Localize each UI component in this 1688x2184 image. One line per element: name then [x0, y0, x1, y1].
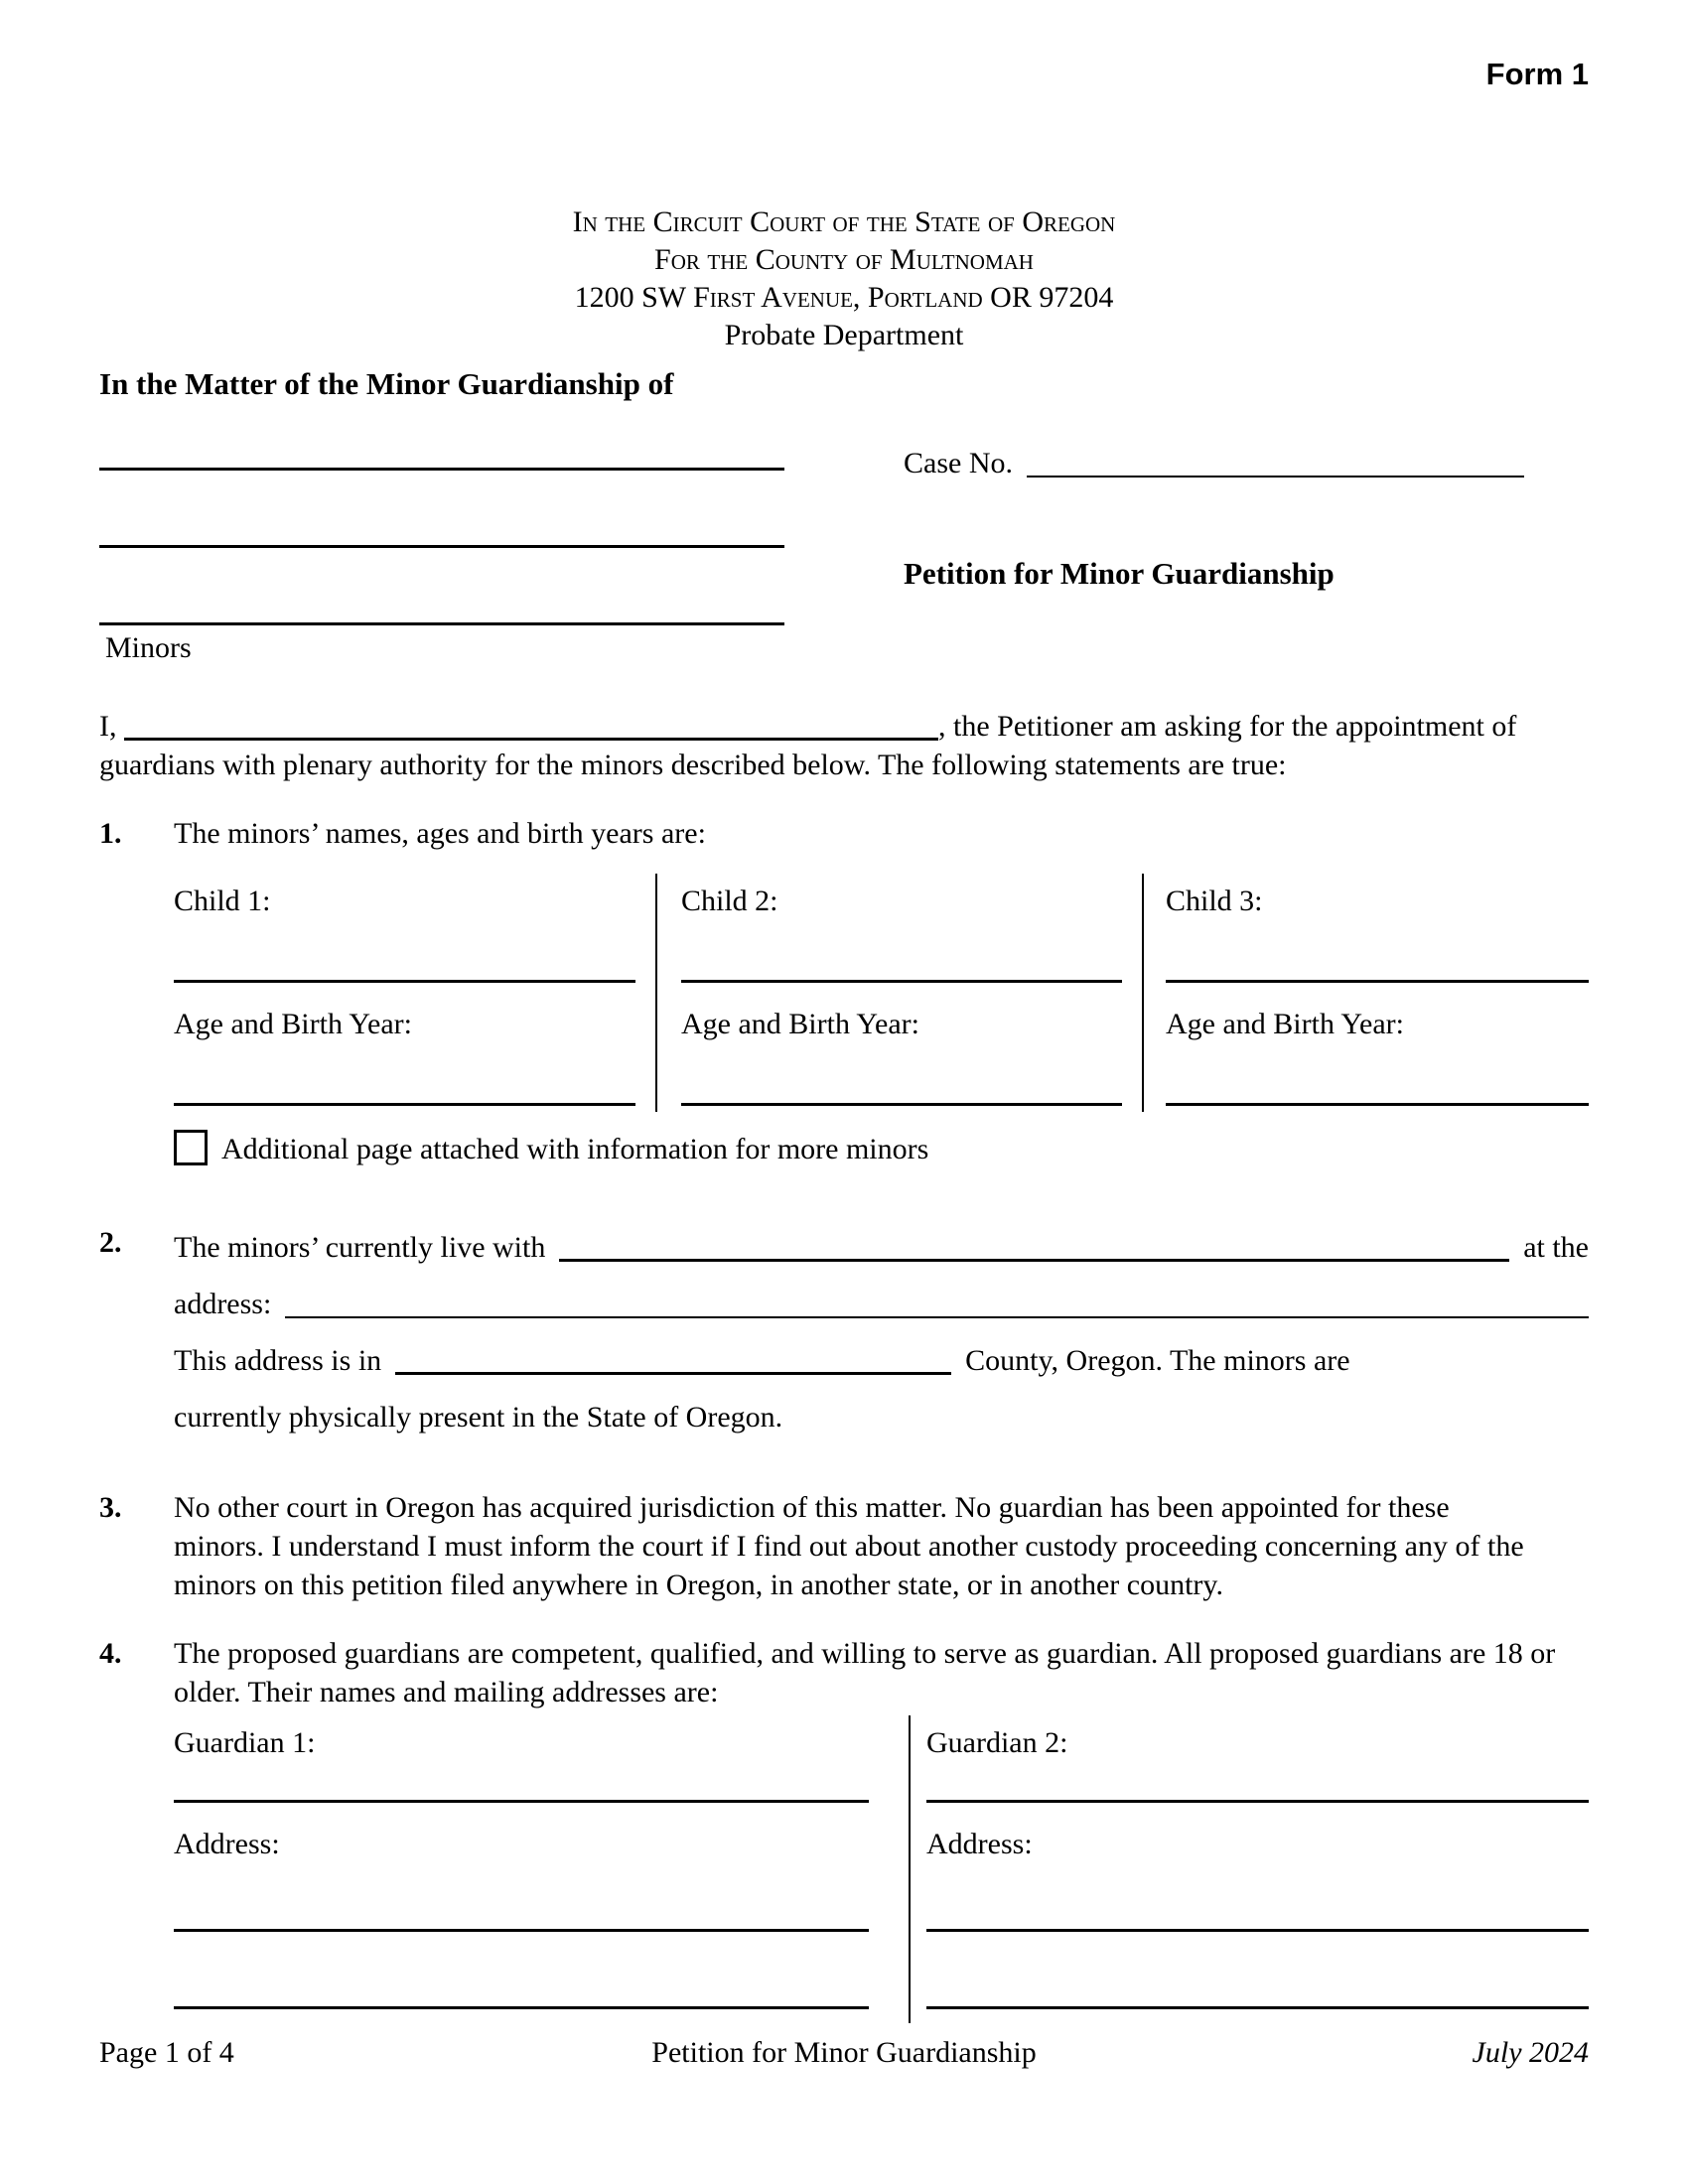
minor-name-field-1[interactable] — [99, 468, 784, 471]
case-caption — [99, 404, 1589, 667]
item-2-number: 2. — [99, 1226, 122, 1259]
guardian-2-label: Guardian 2: — [926, 1726, 1068, 1759]
child-1-age-field[interactable] — [174, 1103, 635, 1106]
case-number-field[interactable] — [1027, 476, 1524, 478]
child-3-name-field[interactable] — [1166, 980, 1589, 983]
guardian-1-name-field[interactable] — [174, 1800, 869, 1803]
county-prefix: This address is in — [174, 1344, 382, 1377]
caption-minors-column — [99, 404, 784, 667]
additional-page-row — [174, 1130, 1589, 1168]
child-3-column — [1142, 874, 1589, 1112]
child-3-label: Child 3: — [1166, 885, 1263, 917]
page-footer — [99, 2033, 1589, 2072]
court-address-line: 1200 SW First Avenue, Portland OR 97204 — [574, 281, 1114, 314]
guardian-1-address-field-2[interactable] — [174, 2006, 869, 2009]
address-field[interactable] — [285, 1316, 1589, 1318]
case-number-label: Case No. — [904, 447, 1013, 479]
child-2-column — [655, 874, 1142, 1112]
child-1-name-field[interactable] — [174, 980, 635, 983]
guardian-2-address-field-1[interactable] — [926, 1929, 1589, 1932]
guardians-table — [174, 1715, 1589, 2023]
county-suffix: County, Oregon. The minors are — [965, 1344, 1350, 1377]
item-1 — [99, 814, 1589, 853]
footer-date: July 2024 — [1472, 2036, 1590, 2069]
court-county-line: For the County of Multnomah — [654, 243, 1034, 276]
intro-paragraph — [99, 707, 1559, 784]
item-3 — [99, 1488, 1589, 1604]
minor-name-field-3[interactable] — [99, 622, 784, 625]
item-4-number: 4. — [99, 1637, 122, 1670]
item-2-body — [174, 1223, 1589, 1436]
child-2-label: Child 2: — [681, 885, 778, 917]
presence-text: currently physically present in the State of Oregon. — [174, 1401, 783, 1433]
child-2-age-field[interactable] — [681, 1103, 1122, 1106]
guardian-1-address-field-1[interactable] — [174, 1929, 869, 1932]
address-label: address: — [174, 1288, 272, 1320]
county-field[interactable] — [395, 1372, 951, 1375]
child-3-age-label: Age and Birth Year: — [1166, 1008, 1404, 1040]
court-header — [99, 204, 1589, 354]
intro-prefix: I, — [99, 710, 117, 743]
item-3-number: 3. — [99, 1491, 122, 1524]
child-2-name-field[interactable] — [681, 980, 1122, 983]
item-1-text: The minors’ names, ages and birth years are: — [174, 817, 706, 850]
guardian-1-address-label: Address: — [174, 1828, 280, 1860]
guardian-1-label: Guardian 1: — [174, 1726, 316, 1759]
presence-line — [174, 1393, 1589, 1436]
item-1-number: 1. — [99, 817, 122, 850]
address-line — [174, 1280, 1589, 1323]
caption-case-column — [784, 404, 1589, 667]
footer-document-title: Petition for Minor Guardianship — [651, 2036, 1037, 2069]
guardian-1-column — [174, 1715, 909, 2023]
item-3-text: No other court in Oregon has acquired jurisdiction of this matter. No guardian has been appointed for these minors. I understand I must inform the court if I find out about another custody proceeding concerning any of the minors on this petition filed anywhere in Oregon, in another state, or in another country. — [174, 1491, 1524, 1601]
live-with-suffix: at the — [1523, 1231, 1589, 1264]
guardian-2-name-field[interactable] — [926, 1800, 1589, 1803]
additional-page-label: Additional page attached with information for more minors — [221, 1133, 929, 1165]
item-2 — [99, 1223, 1589, 1436]
intro-text: , the Petitioner am asking for the appointment of guardians with plenary authority for the minors described below. The following statements are true: — [99, 710, 1517, 781]
petitioner-name-field[interactable] — [124, 738, 938, 741]
guardian-2-column — [909, 1715, 1589, 2023]
item-4-text: The proposed guardians are competent, qualified, and willing to serve as guardian. All proposed guardians are 18 or older. Their names and mailing addresses are: — [174, 1637, 1556, 1708]
minor-name-field-2[interactable] — [99, 545, 784, 548]
guardian-2-address-field-2[interactable] — [926, 2006, 1589, 2009]
child-1-column — [174, 874, 655, 1112]
child-1-label: Child 1: — [174, 885, 271, 917]
children-table — [174, 874, 1589, 1112]
minors-label: Minors — [105, 631, 192, 664]
child-1-age-label: Age and Birth Year: — [174, 1008, 412, 1040]
court-department-line: Probate Department — [724, 319, 964, 351]
court-name-line: In the Circuit Court of the State of Oregon — [572, 205, 1116, 238]
footer-page-number: Page 1 of 4 — [99, 2036, 234, 2069]
additional-page-checkbox[interactable] — [174, 1130, 208, 1165]
live-with-prefix: The minors’ currently live with — [174, 1231, 546, 1264]
child-3-age-field[interactable] — [1166, 1103, 1589, 1106]
form-number-label: Form 1 — [1485, 57, 1589, 91]
matter-title: In the Matter of the Minor Guardianship of — [99, 366, 674, 401]
live-with-field[interactable] — [559, 1259, 1509, 1262]
guardian-2-address-label: Address: — [926, 1828, 1033, 1860]
county-line — [174, 1336, 1589, 1380]
petition-title: Petition for Minor Guardianship — [904, 556, 1335, 591]
item-4 — [99, 1634, 1589, 1711]
live-with-line — [174, 1223, 1589, 1267]
case-number-row — [904, 444, 1589, 482]
child-2-age-label: Age and Birth Year: — [681, 1008, 919, 1040]
